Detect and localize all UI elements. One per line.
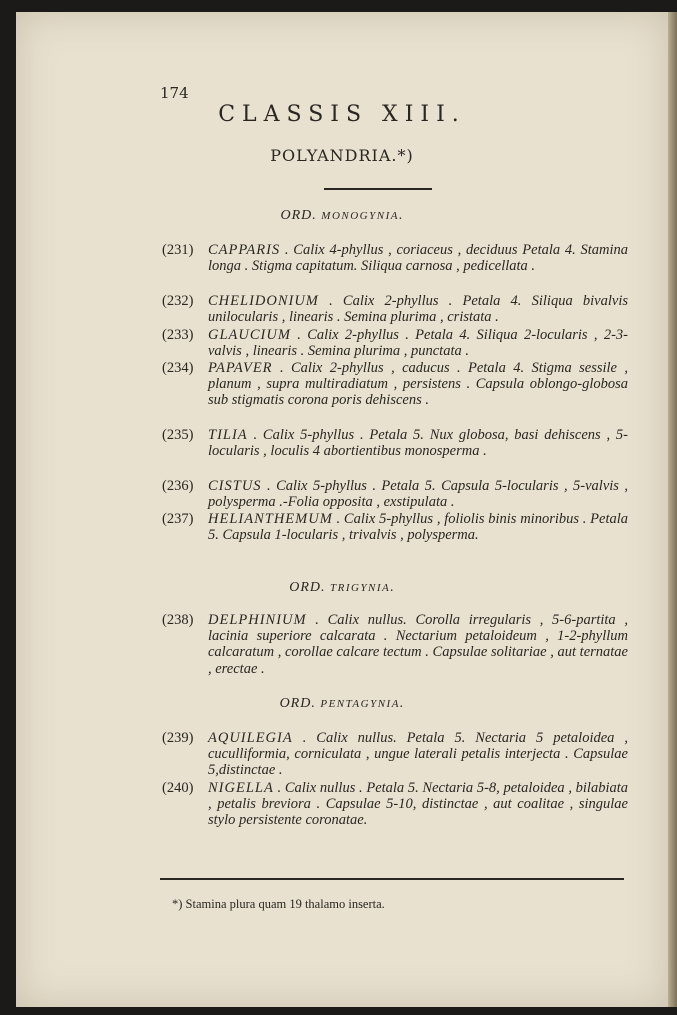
genus-name: HELIANTHEMUM	[208, 511, 333, 527]
footnote: *) Stamina plura quam 19 thalamo inserta.	[172, 897, 385, 911]
genus-name: AQUILEGIA	[208, 730, 293, 746]
entry-232: (232) CHELIDONIUM . Calix 2-phyllus . Petala 4. Siliqua bivalvis unilocularis , linearis . Semina plurima , cristata .	[162, 293, 629, 326]
entry-239: (239) AQUILEGIA . Calix nullus. Petala 5. Nectaria 5 petaloidea , cuculliformia, corniculata , ungue laterali petalis interjecta . Capsulae 5,distinctae .	[162, 730, 629, 779]
page-edge	[668, 12, 677, 1007]
footnote-rule	[160, 878, 624, 880]
entry-235: (235) TILIA . Calix 5-phyllus . Petala 5. Nux globosa, basi dehiscens , 5-locularis , loculis 4 abortientibus monosperma .	[162, 427, 628, 460]
order-heading-trigynia: ORD. TRIGYNIA.	[289, 580, 395, 595]
title-rule	[324, 188, 432, 190]
page-number: 174	[160, 84, 189, 102]
entry-240: (240) NIGELLA . Calix nullus . Petala 5. Nectaria 5-8, petaloidea , bilabiata , petalis breviora . Capsulae 5-10, distinctae , aut coalitae , singulae stylo persistente coronatae.	[162, 780, 629, 829]
entry-233: (233) GLAUCIUM . Calix 2-phyllus . Petala 4. Siliqua 2-locularis , 2-3-valvis , linearis . Semina plurima , punctata .	[162, 327, 629, 360]
entry-236: (236) CISTUS . Calix 5-phyllus . Petala 5. Capsula 5-locularis , 5-valvis , polysperma .-Folia opposita , exstipulata .	[162, 478, 628, 511]
genus-name: NIGELLA	[208, 780, 274, 796]
class-subtitle: POLYANDRIA.*)	[270, 146, 414, 165]
genus-name: GLAUCIUM	[208, 327, 291, 343]
genus-name: CAPPARIS	[208, 242, 281, 258]
genus-name: DELPHINIUM	[208, 612, 307, 628]
genus-name: CHELIDONIUM	[208, 293, 319, 309]
entry-234: (234) PAPAVER . Calix 2-phyllus , caducus . Petala 4. Stigma sessile , planum , supra multiradiatum , persistens . Capsula oblongo-globosa sub stigmatis corona poris dehiscens .	[162, 360, 628, 409]
class-title: CLASSIS XIII.	[218, 102, 466, 127]
order-heading-pentagynia: ORD. PENTAGYNIA.	[279, 696, 405, 711]
entry-231: (231) CAPPARIS . Calix 4-phyllus , coriaceus , deciduus Petala 4. Stamina longa . Stigma capitatum. Siliqua carnosa , pedicellata .	[162, 242, 629, 275]
order-heading-monogynia: ORD. MONOGYNIA.	[280, 208, 404, 223]
book-page	[16, 12, 668, 1007]
genus-name: CISTUS	[208, 478, 262, 494]
entry-238: (238) DELPHINIUM . Calix nullus. Corolla irregularis , 5-6-partita , lacinia superiore calcarata . Nectarium petaloideum , 1-2-phyllum calcaratum , corollae calcare tectum . Capsulae solitariae , aut ternatae , erectae .	[162, 612, 628, 677]
genus-name: TILIA	[208, 427, 248, 443]
genus-name: PAPAVER	[208, 360, 273, 376]
entry-237: (237) HELIANTHEMUM . Calix 5-phyllus , foliolis binis minoribus . Petala 5. Capsula 1-locularis , trivalvis , polysperma.	[162, 511, 629, 544]
